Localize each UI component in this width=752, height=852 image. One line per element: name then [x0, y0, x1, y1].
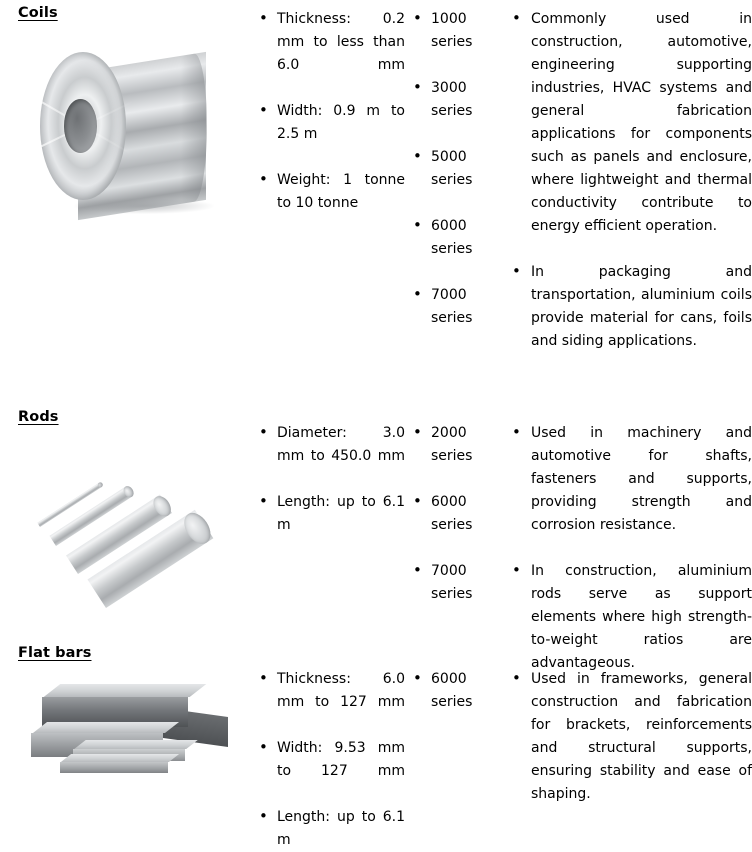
- flat-bars-illustration: [36, 678, 226, 778]
- section-flat-bars: [0, 640, 752, 852]
- flat-bar-top-face: [61, 754, 179, 762]
- rods-visual-column: [0, 404, 250, 426]
- flatbars-visual-column: [0, 640, 250, 662]
- list-item: • In packaging and transportation, aluminium coils provide material for cans, foils and siding applications.: [505, 261, 752, 353]
- coils-specs-list: [250, 8, 405, 215]
- list-item: • Thickness: 0.2 mm to less than 6.0 mm: [250, 8, 405, 77]
- rods-illustration: [38, 464, 218, 614]
- flat-bar-front-lower: [66, 754, 174, 762]
- list-item: • 7000 series: [405, 284, 505, 330]
- list-item: • 7000 series: [405, 560, 505, 606]
- coils-uses-list: [505, 8, 752, 353]
- coil-illustration: [40, 52, 225, 217]
- rod-end-cap: [150, 493, 175, 520]
- coil-center-hole: [64, 99, 97, 153]
- section-heading-rods: Rods: [18, 409, 59, 425]
- coils-uses-column: [505, 0, 752, 353]
- list-item: • Diameter: 3.0 mm to 450.0 mm: [250, 422, 405, 468]
- rods-series-column: [405, 404, 505, 606]
- list-item: • 1000 series: [405, 8, 505, 54]
- list-item: • 6000 series: [405, 215, 505, 261]
- list-item: • Used in frameworks, general construction and fabrication for brackets, reinforcements and structural supports, ensuring stability and ease of shaping.: [505, 668, 752, 806]
- rod-end-cap: [122, 484, 136, 499]
- coils-visual-column: [0, 0, 250, 22]
- section-heading-coils: Coils: [18, 5, 58, 21]
- rods-specs-list: [250, 422, 405, 537]
- flat-bar-middle: [40, 722, 172, 733]
- list-item: • Width: 9.53 mm to 127 mm: [250, 737, 405, 783]
- flat-bar-top-face: [74, 740, 198, 749]
- list-item: • Length: up to 6.1 m: [250, 491, 405, 537]
- rods-uses-column: [505, 404, 752, 675]
- flat-bar-front-upper: [80, 740, 192, 749]
- list-item: • 6000 series: [405, 668, 505, 714]
- flatbars-specs-list: [250, 668, 405, 852]
- rod-end-cap: [97, 481, 104, 488]
- rods-series-list: [405, 422, 505, 606]
- section-heading-flat-bars: Flat bars: [18, 645, 92, 661]
- section-rods: [0, 404, 752, 675]
- rod-end-cap: [179, 508, 216, 548]
- list-item: • 2000 series: [405, 422, 505, 468]
- flatbars-series-list: [405, 668, 505, 714]
- list-item: • Commonly used in construction, automotive, engineering supporting industries, HVAC systems and general fabrication applications for components such as panels and enclosure, where lightweight and thermal conductivity contribute to energy efficient operation.: [505, 8, 752, 238]
- list-item: • 6000 series: [405, 491, 505, 537]
- flat-bar-back: [52, 684, 198, 697]
- coil-shadow: [74, 198, 214, 214]
- list-item: • Weight: 1 tonne to 10 tonne: [250, 169, 405, 215]
- list-item: • Used in machinery and automotive for shafts, fasteners and supports, providing strength and corrosion resistance.: [505, 422, 752, 537]
- section-coils: [0, 0, 752, 353]
- list-item: • 3000 series: [405, 77, 505, 123]
- list-item: • Length: up to 6.1 m: [250, 806, 405, 852]
- flatbars-uses-list: [505, 668, 752, 806]
- coils-series-list: [405, 8, 505, 330]
- list-item: • Width: 0.9 m to 2.5 m: [250, 100, 405, 146]
- coils-series-column: [405, 0, 505, 330]
- flat-bar-top-face: [44, 684, 207, 697]
- flatbars-series-column: [405, 640, 505, 714]
- rods-specs-column: [250, 404, 405, 537]
- flat-bar-front-face: [60, 762, 168, 773]
- list-item: • Thickness: 6.0 mm to 127 mm: [250, 668, 405, 714]
- coils-specs-column: [250, 0, 405, 215]
- rods-uses-list: [505, 422, 752, 675]
- flatbars-uses-column: [505, 640, 752, 806]
- flat-bar-top-face: [33, 722, 179, 733]
- list-item: • 5000 series: [405, 146, 505, 192]
- list-item: • In construction, aluminium rods serve as support elements where high strength-to-weight ratios are advantageous.: [505, 560, 752, 675]
- flatbars-specs-column: [250, 640, 405, 852]
